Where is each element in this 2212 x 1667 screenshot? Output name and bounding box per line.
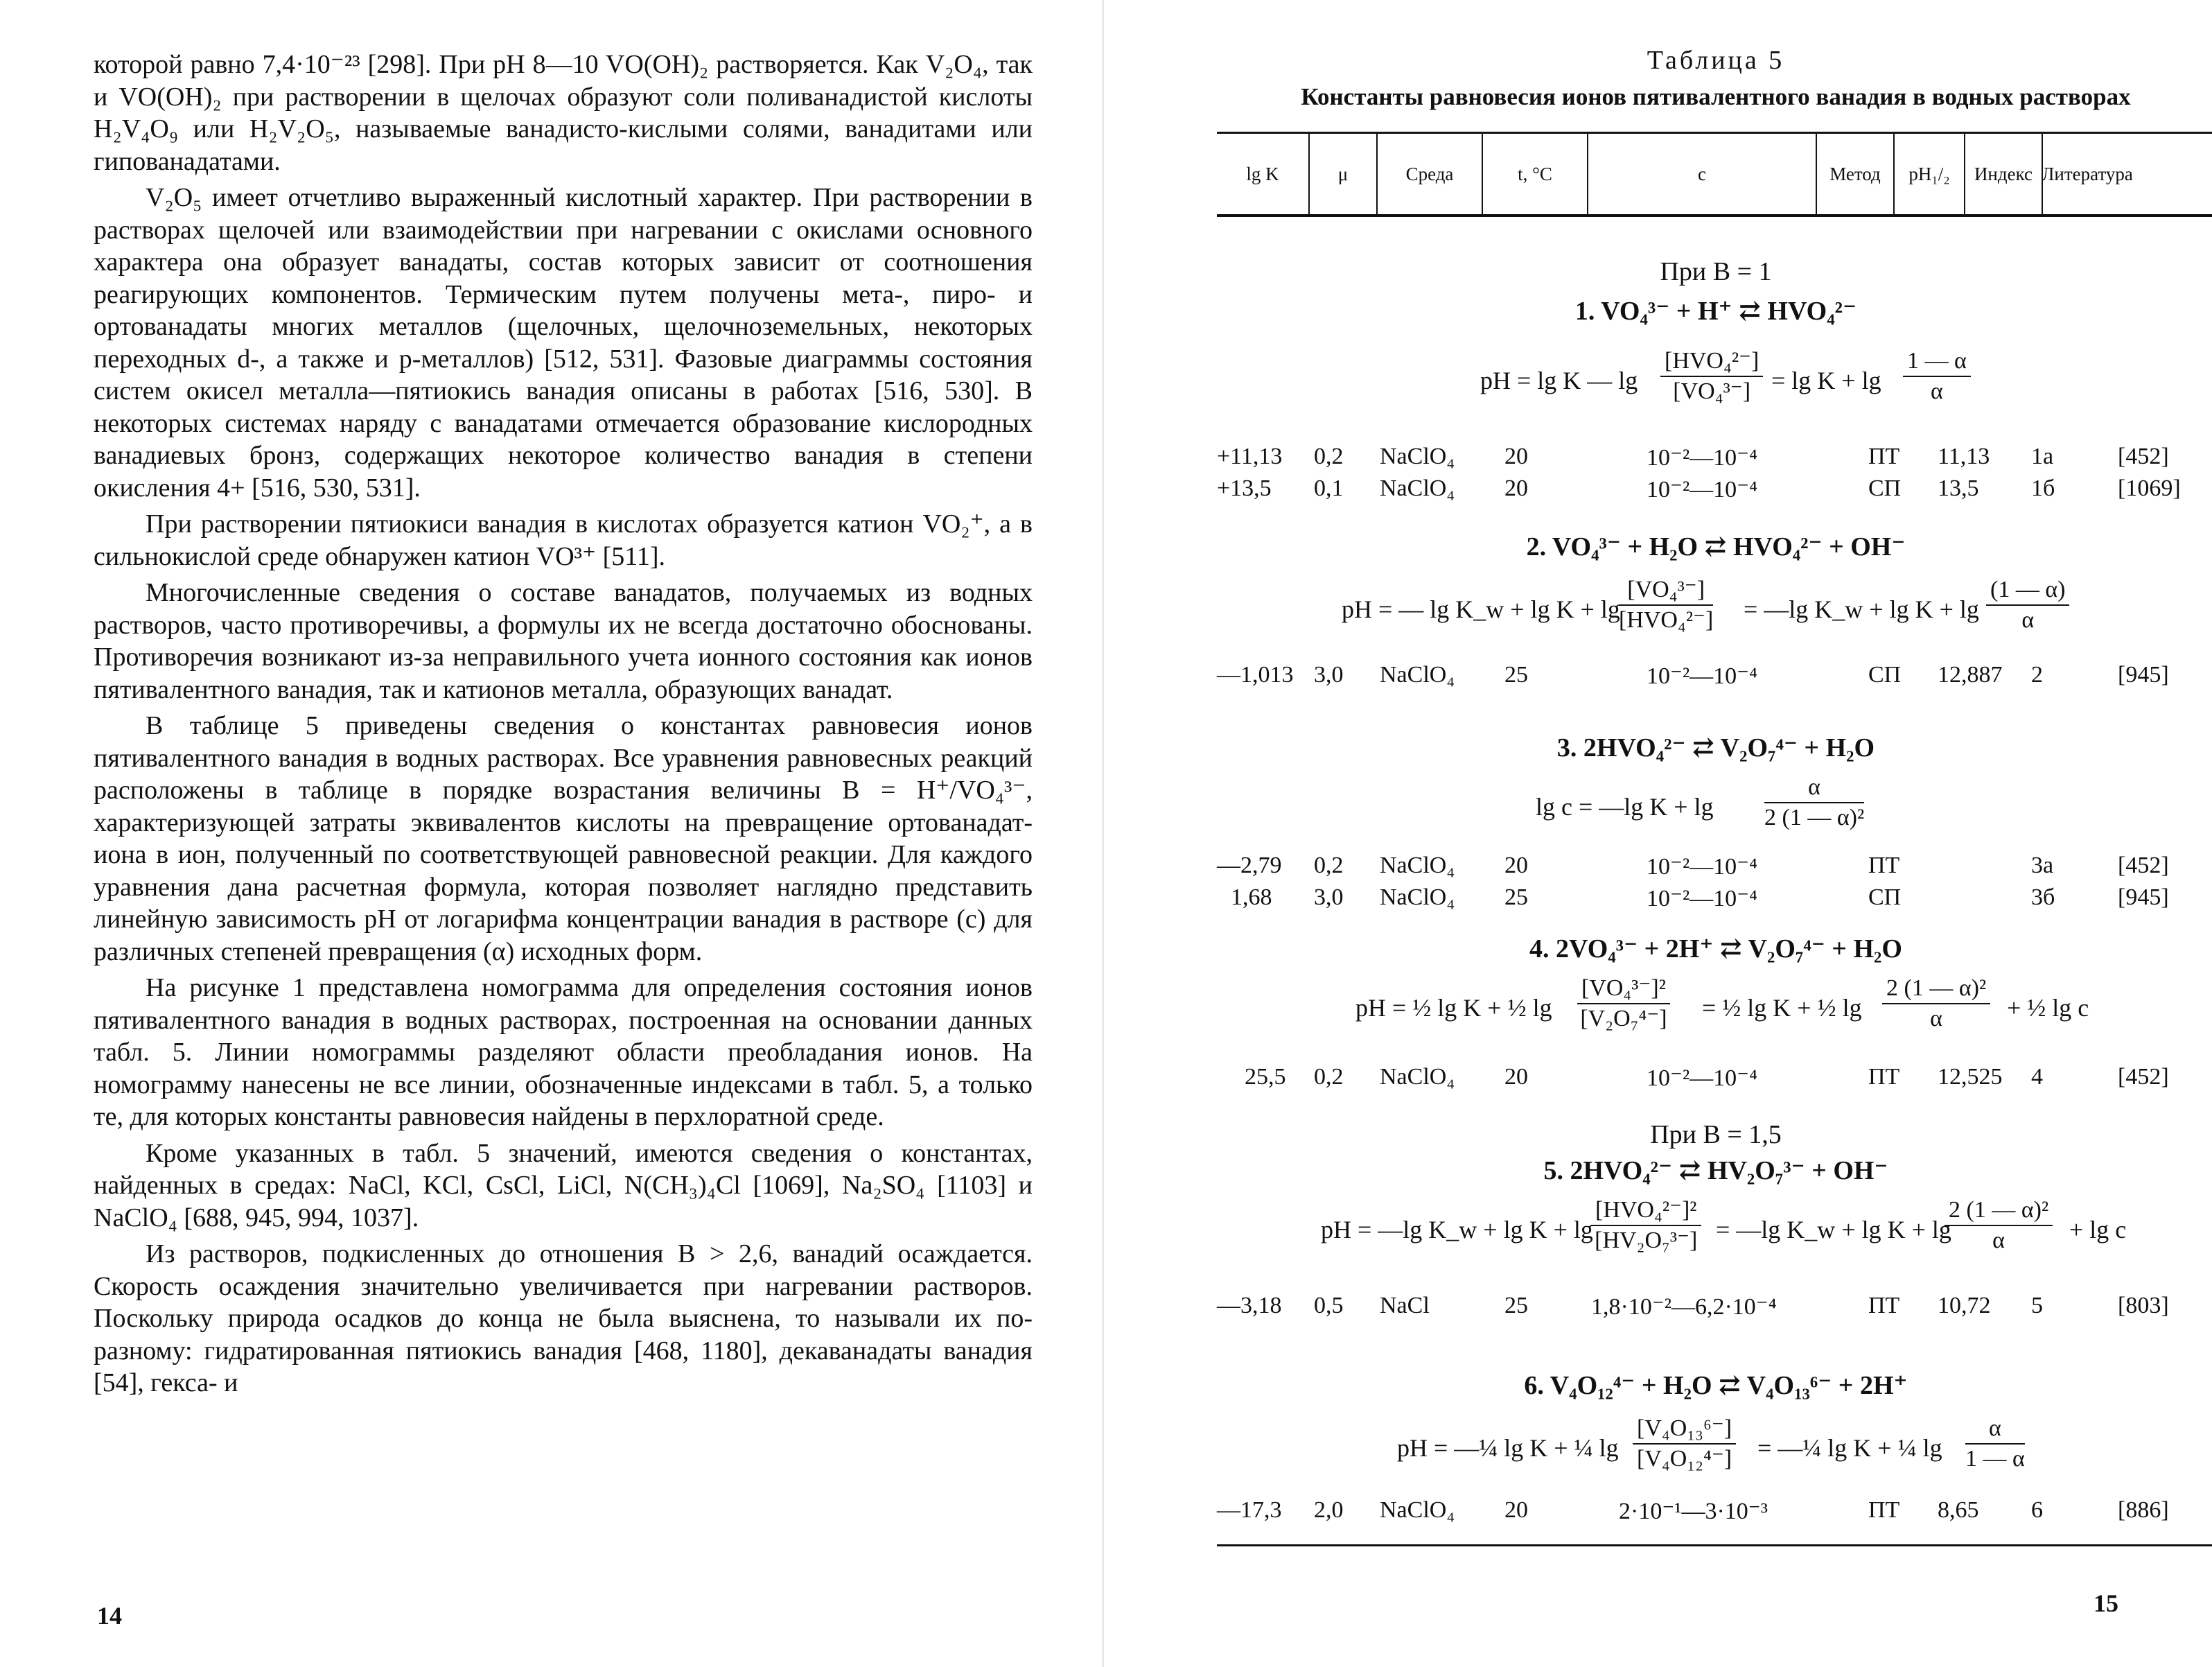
header-ph-half: pH₁/₂	[1895, 134, 1965, 214]
page-number-left: 14	[97, 1602, 122, 1630]
equation-5-formula	[1217, 1196, 2212, 1258]
eq4-mid: = ½ lg K + ½ lg	[1702, 994, 1862, 1022]
header-mu: μ	[1310, 134, 1378, 214]
cell-method: СП	[1868, 475, 1902, 501]
equation-6-formula	[1217, 1414, 2212, 1476]
cell-medium: NaClO₄	[1380, 1497, 1455, 1523]
eq1-frac1	[1660, 347, 1763, 406]
eq1-den2: α	[1931, 378, 1943, 404]
cell-lgk: —2,79	[1217, 853, 1282, 878]
cell-lgk: —3,18	[1217, 1293, 1282, 1318]
cell-mu: 0,5	[1314, 1293, 1344, 1318]
equation-6-label: 6. V₄O₁₂⁴⁻ + H₂O ⇄ V₄O₁₃⁶⁻ + 2H⁺	[1524, 1371, 1908, 1400]
cell-index: 5	[2031, 1293, 2043, 1318]
cell-ref: [945]	[2118, 884, 2169, 910]
cell-ref: [803]	[2118, 1293, 2169, 1318]
cell-ref: [886]	[2118, 1497, 2169, 1523]
eq5-den: [HV₂O₇³⁻]	[1595, 1228, 1698, 1253]
cell-index: 1б	[2031, 475, 2055, 501]
equation-2-label: 2. VO₄³⁻ + H₂O ⇄ HVO₄²⁻ + OH⁻	[1526, 532, 1906, 561]
cell-lgk: 1,68	[1231, 884, 1272, 910]
header-method: Метод	[1817, 134, 1895, 214]
cell-ref: [945]	[2118, 662, 2169, 688]
cell-method: СП	[1868, 884, 1902, 910]
table-header	[1217, 132, 2212, 217]
paragraph-5: В таблице 5 приведены сведения о константах равновесия ионов пятивалентного ванадия в водных растворах. Все уравнения равновесных реакций расположены в таблице в порядке возрастания величины B = H⁺/VO₄³⁻, характеризующей затраты эквивалентов кислоты на превращение ортованадат-иона в ион, полученный по соответствующей равновесной реакции. Для каждого уравнения дана расчетная формула, которая позволяет наглядно представить линейную зависимость pH от логарифма концентрации ванадия в растворе (c) для различных степеней превращения (α) исходных форм.	[94, 711, 1033, 966]
table-row	[1217, 853, 2212, 883]
cell-index: 4	[2031, 1064, 2043, 1090]
eq6-lhs: pH = —¼ lg K + ¼ lg	[1397, 1434, 1619, 1462]
cell-ph: 11,13	[1938, 444, 1990, 469]
cell-index: 1а	[2031, 444, 2054, 469]
section-b15: При B = 1,5	[1650, 1120, 1782, 1149]
eq5-mid: = —lg K_w + lg K + lg	[1716, 1216, 1951, 1243]
eq4-frac1	[1577, 974, 1670, 1033]
header-temperature: t, °C	[1483, 134, 1588, 214]
eq6-num2: α	[1965, 1414, 2025, 1445]
eq6-den2: 1 — α	[1965, 1446, 2025, 1472]
eq1-frac2	[1903, 347, 1971, 406]
eq5-lhs: pH = —lg K_w + lg K + lg	[1321, 1216, 1593, 1243]
eq4-tail: + ½ lg c	[2007, 994, 2089, 1022]
cell-medium: NaClO₄	[1380, 853, 1455, 878]
right-page	[1106, 0, 2212, 1667]
equation-1-formula	[1217, 347, 2212, 409]
cell-lgk: —1,013	[1217, 662, 1294, 688]
equation-3-label: 3. 2HVO₄²⁻ ⇄ V₂O₇⁴⁻ + H₂O	[1556, 733, 1875, 762]
cell-t: 20	[1504, 444, 1528, 469]
eq5-tail: + lg c	[2069, 1216, 2127, 1243]
eq2-lhs: pH = — lg K_w + lg K + lg	[1342, 595, 1620, 623]
cell-c: 10⁻²—10⁻⁴	[1647, 886, 1757, 911]
equation-1-label: 1. VO₄³⁻ + H⁺ ⇄ HVO₄²⁻	[1574, 297, 1857, 326]
cell-mu: 0,2	[1314, 444, 1344, 469]
cell-method: СП	[1868, 662, 1902, 688]
table-row	[1217, 884, 2212, 915]
eq3-den: 2 (1 — α)²	[1764, 805, 1865, 830]
eq3-num: α	[1764, 773, 1864, 803]
cell-mu: 0,2	[1314, 853, 1344, 878]
cell-method: ПТ	[1868, 1064, 1900, 1090]
table-row	[1217, 1293, 2212, 1323]
section-b1: При B = 1	[1660, 257, 1772, 286]
eq4-num: [VO₄³⁻]²	[1577, 974, 1670, 1004]
equation-4-formula	[1217, 974, 2212, 1036]
eq5-num: [HVO₄²⁻]²	[1591, 1196, 1701, 1226]
left-text-column	[94, 49, 1033, 1399]
cell-lgk: —17,3	[1217, 1497, 1282, 1523]
table-row	[1217, 1064, 2212, 1094]
table-bottom-rule	[1217, 1544, 2212, 1546]
cell-ph: 13,5	[1938, 475, 1979, 501]
eq2-frac1	[1619, 575, 1713, 635]
table-row	[1217, 444, 2212, 474]
cell-lgk: +11,13	[1217, 444, 1283, 469]
paragraph-7: Кроме указанных в табл. 5 значений, имеются сведения о константах, найденных в средах: NaCl, KCl, CsCl, LiCl, N(CH₃)₄Cl [1069], Na₂SO₄ [1103] и NaClO₄ [688, 945, 994, 1037].	[94, 1138, 1033, 1232]
eq2-mid: = —lg K_w + lg K + lg	[1744, 595, 1979, 623]
cell-c: 10⁻²—10⁻⁴	[1647, 663, 1757, 689]
eq6-num: [V₄O₁₃⁶⁻]	[1633, 1414, 1736, 1445]
cell-t: 25	[1504, 662, 1528, 688]
cell-index: 6	[2031, 1497, 2043, 1523]
cell-index: 3б	[2031, 884, 2055, 910]
cell-t: 20	[1504, 475, 1528, 501]
cell-c: 2·10⁻¹—3·10⁻³	[1619, 1499, 1768, 1524]
cell-ph: 8,65	[1938, 1497, 1979, 1523]
cell-c: 10⁻²—10⁻⁴	[1647, 477, 1757, 503]
cell-medium: NaCl	[1380, 1293, 1430, 1318]
cell-medium: NaClO₄	[1380, 884, 1455, 910]
eq4-frac2	[1882, 974, 1990, 1033]
paragraph-1: которой равно 7,4·10⁻²³ [298]. При pH 8—10 VO(OH)₂ растворяется. Как V₂O₄, так и VO(OH)₂ при растворении в щелочах образуют соли поливанадистой кислоты H₂V₄O₉ или H₂V₂O₅, называемые ванадисто-кислыми солями, ванадитами или гипованадатами.	[94, 50, 1033, 176]
eq4-den: [V₂O₇⁴⁻]	[1580, 1006, 1667, 1031]
paragraph-4: Многочисленные сведения о составе ванадатов, получаемых из водных растворов, часто противоречивы, а формулы их не всегда достаточно обоснованы. Противоречия возникают из-за неправильного учета ионного состояния как ионов пятивалентного ванадия, так и катионов металла, образующих ванадат.	[94, 578, 1033, 704]
eq4-lhs: pH = ½ lg K + ½ lg	[1355, 994, 1552, 1022]
table-label: Таблица 5	[1647, 46, 1785, 75]
cell-t: 25	[1504, 884, 1528, 910]
eq5-frac2	[1945, 1196, 2053, 1255]
cell-t: 20	[1504, 1497, 1528, 1523]
equation-2-formula	[1217, 575, 2212, 638]
paragraph-8: Из растворов, подкисленных до отношения B > 2,6, ванадий осаждается. Скорость осаждения значительно увеличивается при нагревании растворов. Поскольку природа осадков до конца не была выяснена, то называли их по-разному: гидратированная пятиокись ванадия [468, 1180], декаванадаты ванадия [54], гекса- и	[94, 1239, 1033, 1397]
page-number-right: 15	[2094, 1589, 2118, 1617]
cell-ref: [452]	[2118, 853, 2169, 878]
cell-c: 10⁻²—10⁻⁴	[1647, 445, 1757, 471]
header-medium: Среда	[1378, 134, 1483, 214]
eq5-frac1	[1591, 1196, 1701, 1255]
equation-5-label: 5. 2HVO₄²⁻ ⇄ HV₂O₇³⁻ + OH⁻	[1543, 1156, 1888, 1185]
cell-method: ПТ	[1868, 1293, 1900, 1318]
header-index: Индекс	[1965, 134, 2043, 214]
eq5-num2: 2 (1 — α)²	[1945, 1196, 2053, 1226]
cell-ph: 10,72	[1938, 1293, 1991, 1318]
cell-ref: [452]	[2118, 1064, 2169, 1090]
table-row	[1217, 1497, 2212, 1528]
cell-index: 2	[2031, 662, 2043, 688]
eq2-den: [HVO₄²⁻]	[1619, 607, 1714, 633]
cell-lgk: 25,5	[1245, 1064, 1286, 1090]
cell-method: ПТ	[1868, 1497, 1900, 1523]
eq2-num2: (1 — α)	[1986, 575, 2069, 606]
eq4-num2: 2 (1 — α)²	[1882, 974, 1990, 1004]
cell-lgk: +13,5	[1217, 475, 1272, 501]
cell-mu: 2,0	[1314, 1497, 1344, 1523]
eq1-num: [HVO₄²⁻]	[1660, 347, 1763, 377]
eq5-den2: α	[1992, 1228, 2005, 1253]
cell-ref: [452]	[2118, 444, 2169, 469]
cell-medium: NaClO₄	[1380, 1064, 1455, 1090]
table-row	[1217, 475, 2212, 506]
equation-3-formula	[1217, 773, 2212, 835]
cell-mu: 3,0	[1314, 884, 1344, 910]
table-caption: Константы равновесия ионов пятивалентного ванадия в водных растворах	[1301, 83, 2131, 110]
cell-ph: 12,887	[1938, 662, 2003, 688]
cell-t: 20	[1504, 853, 1528, 878]
eq4-den2: α	[1930, 1006, 1942, 1031]
eq2-den2: α	[2021, 607, 2035, 633]
cell-mu: 3,0	[1314, 662, 1344, 688]
cell-ref: [1069]	[2118, 475, 2181, 501]
cell-t: 20	[1504, 1064, 1528, 1090]
eq1-num2: 1 — α	[1903, 347, 1971, 377]
cell-medium: NaClO₄	[1380, 444, 1455, 469]
eq3-frac1	[1764, 773, 1864, 832]
header-concentration: c	[1588, 134, 1817, 214]
cell-medium: NaClO₄	[1380, 475, 1455, 501]
cell-medium: NaClO₄	[1380, 662, 1455, 688]
header-lgk: lg K	[1217, 134, 1310, 214]
eq1-den: [VO₄³⁻]	[1673, 378, 1751, 404]
header-literature: Литература	[2042, 164, 2133, 184]
cell-t: 25	[1504, 1293, 1528, 1318]
paragraph-2: V₂O₅ имеет отчетливо выраженный кислотный характер. При растворении в растворах щелочей или взаимодействии при нагревании с окислами основного характера она образует ванадаты, состав которых зависит от соотношения реагирующих компонентов. Термическим путем получены мета-, пиро- и ортованадаты многих металлов (щелочных, щелочноземельных, некоторых переходных d-, а также и p-металлов) [512, 531]. Фазовые диаграммы состояния систем окисел металла—пятиокись ванадия описаны в работах [516, 530]. В некоторых системах наряду с ванадатами отмечается образование кислородных ванадиевых бронз, содержащих некоторое количество ванадия в степени окисления 4+ [516, 530, 531].	[94, 183, 1033, 503]
cell-method: ПТ	[1868, 444, 1900, 469]
eq6-den: [V₄O₁₂⁴⁻]	[1637, 1446, 1732, 1472]
cell-index: 3а	[2031, 853, 2054, 878]
table-row	[1217, 662, 2212, 692]
eq6-mid: = —¼ lg K + ¼ lg	[1757, 1434, 1942, 1462]
paragraph-6: На рисунке 1 представлена номограмма для определения состояния ионов пятивалентного ванадия в водных растворах, построенная на основании данных табл. 5. Линии номограммы разделяют области преобладания ионов. На номограмму нанесены не все линии, обозначенные индексами в табл. 5, а только те, для которых константы равновесия найдены в перхлоратной среде.	[94, 973, 1033, 1131]
eq6-frac1	[1633, 1414, 1736, 1474]
eq1-lhs: pH = lg K — lg	[1480, 367, 1638, 394]
eq6-frac2	[1965, 1414, 2025, 1474]
equation-4-label: 4. 2VO₄³⁻ + 2H⁺ ⇄ V₂O₇⁴⁻ + H₂O	[1529, 934, 1902, 963]
cell-mu: 0,1	[1314, 475, 1344, 501]
cell-ph: 12,525	[1938, 1064, 2003, 1090]
cell-c: 1,8·10⁻²—6,2·10⁻⁴	[1591, 1294, 1777, 1320]
paragraph-3: При растворении пятиокиси ванадия в кислотах образуется катион VO₂⁺, а в сильнокислой среде обнаружен катион VO³⁺ [511].	[94, 509, 1033, 571]
cell-c: 10⁻²—10⁻⁴	[1647, 1065, 1757, 1091]
eq2-num: [VO₄³⁻]	[1619, 575, 1713, 606]
eq3-lhs: lg c = —lg K + lg	[1536, 793, 1714, 821]
cell-c: 10⁻²—10⁻⁴	[1647, 854, 1757, 880]
cell-mu: 0,2	[1314, 1064, 1344, 1090]
cell-method: ПТ	[1868, 853, 1900, 878]
eq2-frac2	[1986, 575, 2069, 635]
eq1-mid: = lg K + lg	[1771, 367, 1881, 394]
